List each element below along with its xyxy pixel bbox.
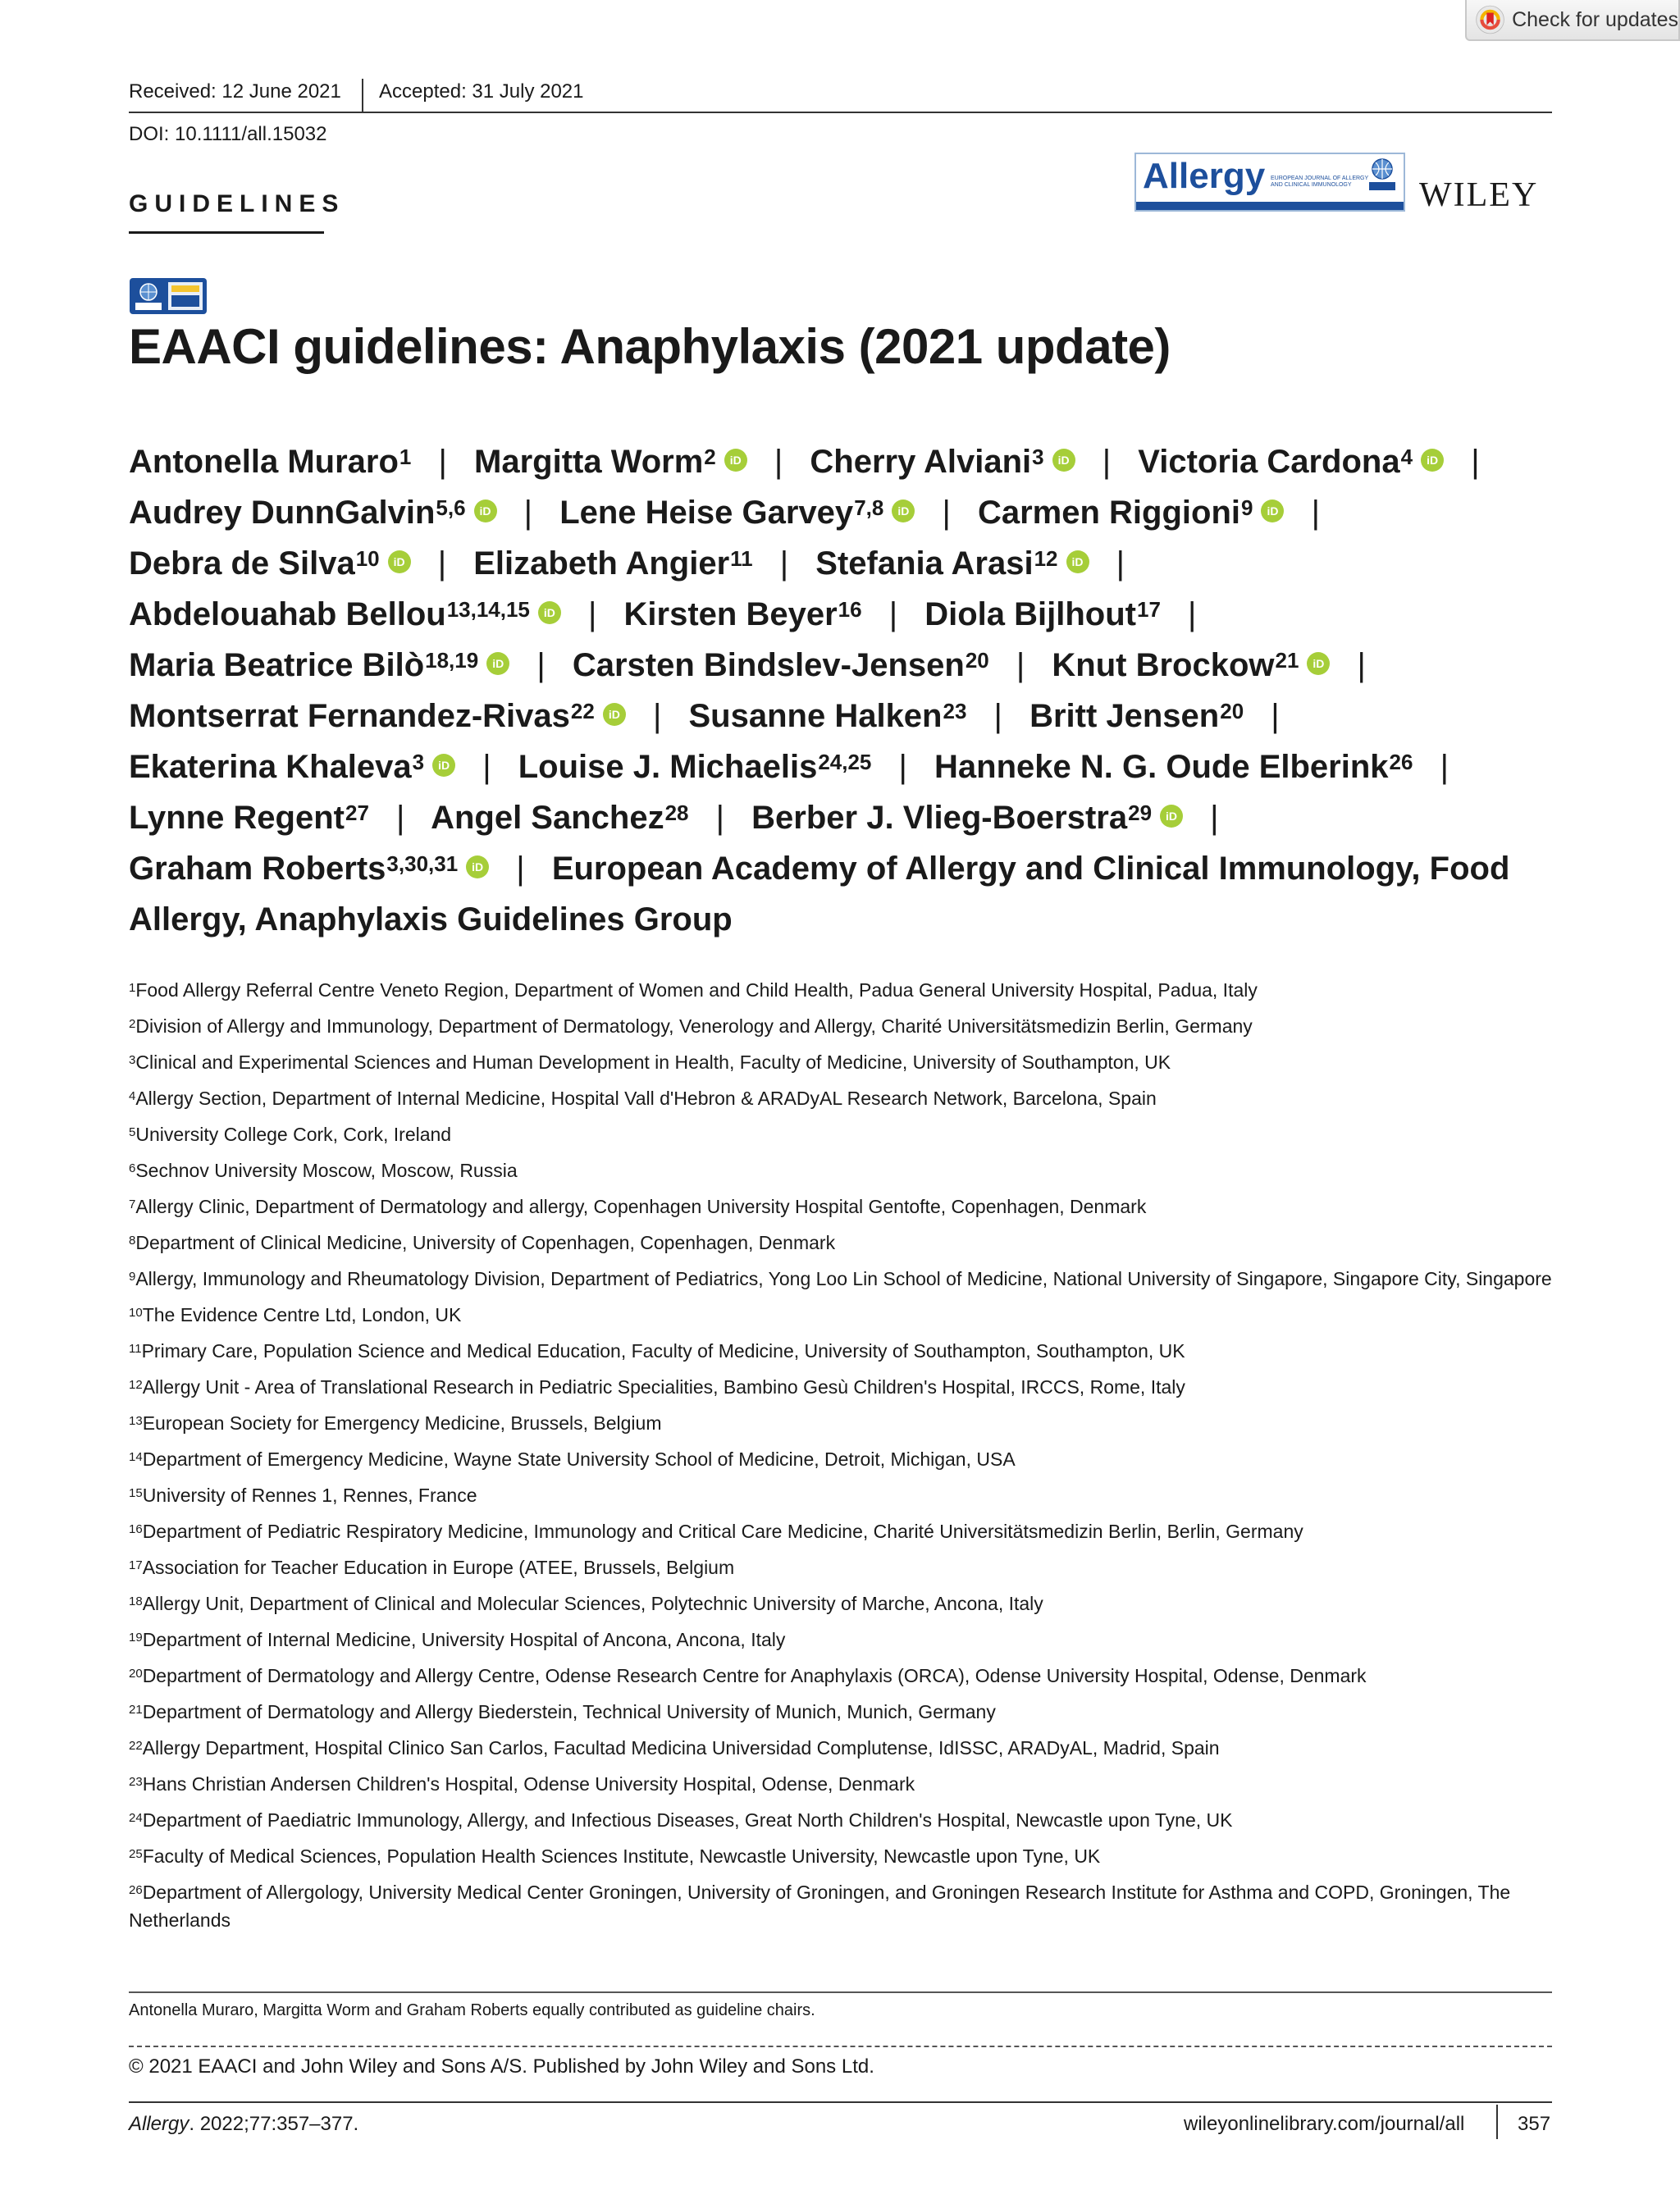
affiliation-text: Allergy Unit, Department of Clinical and Molecular Sciences, Polytechnic University of Marche, Ancona, Italy xyxy=(142,1593,1043,1614)
journal-logo-bar xyxy=(1136,202,1404,210)
affiliation-text: Department of Allergology, University Medical Center Groningen, University of Groningen, and Groningen Research Institute for Asthma and COPD, Groningen, The Netherlands xyxy=(129,1882,1511,1931)
journal-name: Allergy xyxy=(129,2113,189,2135)
author-name-text: Stefania Arasi xyxy=(815,545,1034,582)
affiliation-text: The Evidence Centre Ltd, London, UK xyxy=(142,1304,462,1325)
affiliation-item xyxy=(129,1842,1556,1870)
author-name[interactable] xyxy=(688,698,966,734)
author-name[interactable] xyxy=(129,545,411,582)
section-underline xyxy=(129,231,324,234)
author-separator: | xyxy=(1311,495,1320,531)
journal-logo-subtitle: EUROPEAN JOURNAL OF ALLERGY AND CLINICAL IMMUNOLOGY xyxy=(1271,176,1369,188)
author-name-text: Susanne Halken xyxy=(688,698,943,734)
author-name[interactable] xyxy=(474,444,747,480)
affiliation-number: 4 xyxy=(129,1089,136,1103)
author-name[interactable] xyxy=(129,596,561,632)
author-separator: | xyxy=(1210,800,1219,836)
author-name-text: Debra de Silva xyxy=(129,545,355,582)
author-name[interactable] xyxy=(129,749,455,785)
author-affiliation-sup: 22 xyxy=(570,699,595,723)
affiliation-item xyxy=(129,976,1556,1004)
author-separator: | xyxy=(774,444,783,480)
author-separator: | xyxy=(536,647,546,683)
affiliation-text: Department of Dermatology and Allergy Biederstein, Technical University of Munich, Munich, Germany xyxy=(142,1701,996,1722)
author-separator: | xyxy=(1188,596,1197,632)
footer-divider xyxy=(1496,2105,1498,2139)
author-name[interactable] xyxy=(129,495,497,531)
author-name[interactable] xyxy=(1052,647,1330,683)
author-name[interactable] xyxy=(473,545,752,582)
author-separator: | xyxy=(652,698,662,734)
affiliation-text: Sechnov University Moscow, Moscow, Russia xyxy=(135,1160,518,1181)
author-name[interactable] xyxy=(924,596,1161,632)
accepted-date: Accepted: 31 July 2021 xyxy=(379,80,584,103)
affiliation-item xyxy=(129,1878,1556,1934)
author-separator: | xyxy=(942,495,951,531)
orcid-icon[interactable]: iD xyxy=(1421,449,1444,472)
affiliation-number: 16 xyxy=(129,1522,143,1536)
affiliation-item xyxy=(129,1265,1556,1293)
check-updates-label: Check for updates xyxy=(1512,7,1678,31)
author-name-text: Hanneke N. G. Oude Elberink xyxy=(934,749,1389,785)
author-name-text: Victoria Cardona xyxy=(1138,444,1400,480)
affiliation-text: Association for Teacher Education in Europe (ATEE, Brussels, Belgium xyxy=(142,1557,735,1578)
author-name[interactable] xyxy=(810,444,1075,480)
author-name-text: Diola Bijlhout xyxy=(924,596,1136,632)
affiliation-number: 21 xyxy=(129,1703,143,1717)
author-name[interactable] xyxy=(1029,698,1244,734)
affiliation-number: 5 xyxy=(129,1125,136,1139)
author-name-text: Elizabeth Angier xyxy=(473,545,730,582)
author-affiliation-sup: 27 xyxy=(345,801,369,825)
orcid-icon[interactable]: iD xyxy=(1160,805,1183,828)
affiliation-item xyxy=(129,1734,1556,1762)
author-separator: | xyxy=(438,444,447,480)
author-name[interactable] xyxy=(624,596,862,632)
affiliation-item xyxy=(129,1337,1556,1365)
eaaci-guidelines-badge-icon xyxy=(129,277,208,315)
author-affiliation-sup: 12 xyxy=(1034,546,1058,571)
orcid-icon[interactable]: iD xyxy=(1066,550,1089,573)
author-affiliation-sup: 26 xyxy=(1389,750,1413,774)
affiliation-number: 14 xyxy=(129,1450,143,1464)
author-name[interactable] xyxy=(129,851,489,887)
affiliation-item xyxy=(129,1409,1556,1437)
author-affiliation-sup: 3 xyxy=(1032,445,1044,469)
author-affiliation-sup: 9 xyxy=(1241,495,1253,520)
affiliation-number: 22 xyxy=(129,1739,143,1753)
author-separator: | xyxy=(1016,647,1025,683)
author-separator: | xyxy=(1102,444,1112,480)
affiliation-number: 9 xyxy=(129,1270,136,1284)
author-affiliation-sup: 29 xyxy=(1128,801,1153,825)
orcid-icon[interactable]: iD xyxy=(1052,449,1075,472)
affiliation-text: Allergy Department, Hospital Clinico San Carlos, Facultad Medicina Universidad Complutense, IdISSC, ARADyAL, Madrid, Spain xyxy=(142,1737,1220,1759)
author-affiliation-sup: 20 xyxy=(965,648,989,673)
author-name[interactable] xyxy=(129,698,626,734)
author-name-text: Graham Roberts xyxy=(129,851,386,887)
group-author: European Academy of Allergy and Clinical Immunology, Food Allergy, Anaphylaxis Guidelines Group xyxy=(129,851,1510,937)
orcid-icon[interactable]: iD xyxy=(486,652,509,675)
author-name[interactable] xyxy=(1138,444,1444,480)
affiliation-text: Food Allergy Referral Centre Veneto Region, Department of Women and Child Health, Padua General University Hospital, Padua, Italy xyxy=(135,979,1258,1001)
affiliation-number: 25 xyxy=(129,1847,143,1861)
author-separator: | xyxy=(523,495,533,531)
affiliation-number: 3 xyxy=(129,1053,136,1067)
author-name-text: Kirsten Beyer xyxy=(623,596,838,632)
affiliation-number: 20 xyxy=(129,1667,143,1681)
affiliation-text: University of Rennes 1, Rennes, France xyxy=(142,1485,477,1506)
author-separator: | xyxy=(588,596,597,632)
affiliation-item xyxy=(129,1048,1556,1076)
affiliation-item xyxy=(129,1229,1556,1257)
journal-logo[interactable] xyxy=(1134,153,1405,212)
author-name-text: Montserrat Fernandez-Rivas xyxy=(129,698,570,734)
author-affiliation-sup: 4 xyxy=(1400,445,1413,469)
affiliation-item xyxy=(129,1626,1556,1654)
header-rule xyxy=(129,112,1552,113)
affiliation-number: 19 xyxy=(129,1631,143,1645)
affiliation-text: Clinical and Experimental Sciences and Human Development in Health, Faculty of Medicine, University of Southampton, UK xyxy=(135,1052,1171,1073)
affiliation-number: 23 xyxy=(129,1775,143,1789)
author-affiliation-sup: 17 xyxy=(1137,597,1161,622)
author-name[interactable] xyxy=(518,749,872,785)
affiliation-item xyxy=(129,1120,1556,1148)
affiliation-item xyxy=(129,1698,1556,1726)
affiliation-text: Allergy Unit - Area of Translational Research in Pediatric Specialities, Bambino Gesù Children's Hospital, IRCCS, Rome, Italy xyxy=(142,1376,1185,1398)
author-name[interactable] xyxy=(815,545,1089,582)
affiliation-item xyxy=(129,1301,1556,1329)
author-affiliation-sup: 18,19 xyxy=(425,648,479,673)
author-name[interactable] xyxy=(129,444,411,480)
author-affiliation-sup: 24,25 xyxy=(818,750,872,774)
author-separator: | xyxy=(516,851,525,887)
author-name-text: Carmen Riggioni xyxy=(977,495,1241,531)
author-name-text: Britt Jensen xyxy=(1029,698,1220,734)
author-name-text: Antonella Muraro xyxy=(129,444,399,480)
affiliation-text: Faculty of Medical Sciences, Population Health Sciences Institute, Newcastle University, Newcastle upon Tyne, UK xyxy=(142,1845,1101,1867)
affiliation-number: 24 xyxy=(129,1811,143,1825)
author-name[interactable] xyxy=(751,800,1183,836)
author-separator: | xyxy=(993,698,1002,734)
affiliation-text: University College Cork, Cork, Ireland xyxy=(135,1124,452,1145)
author-name-text: Louise J. Michaelis xyxy=(518,749,818,785)
orcid-icon[interactable]: iD xyxy=(538,601,561,624)
orcid-icon[interactable]: iD xyxy=(432,754,455,777)
author-list xyxy=(129,436,1556,945)
author-name-text: Audrey DunnGalvin xyxy=(129,495,436,531)
affiliation-item xyxy=(129,1156,1556,1184)
affiliation-item xyxy=(129,1553,1556,1581)
eaaci-globe-icon xyxy=(1364,156,1400,195)
journal-citation xyxy=(129,2113,358,2136)
affiliation-number: 15 xyxy=(129,1486,143,1500)
affiliation-number: 1 xyxy=(129,981,136,995)
affiliation-number: 10 xyxy=(129,1306,143,1320)
affiliation-item xyxy=(129,1662,1556,1690)
journal-url-link[interactable]: wileyonlinelibrary.com/journal/all xyxy=(1184,2113,1465,2135)
affiliation-item xyxy=(129,1517,1556,1545)
affiliation-number: 2 xyxy=(129,1017,136,1031)
author-name-text: Angel Sanchez xyxy=(431,800,664,836)
affiliation-number: 13 xyxy=(129,1414,143,1428)
affiliation-text: Department of Dermatology and Allergy Centre, Odense Research Centre for Anaphylaxis (ORCA), Odense University Hospital, Odense, Denmark xyxy=(142,1665,1367,1686)
author-name-text: Lene Heise Garvey xyxy=(559,495,854,531)
affiliation-item xyxy=(129,1373,1556,1401)
author-name[interactable] xyxy=(934,749,1413,785)
author-name[interactable] xyxy=(559,495,915,531)
author-separator: | xyxy=(1271,698,1280,734)
affiliation-number: 12 xyxy=(129,1378,143,1392)
affiliation-text: Department of Clinical Medicine, University of Copenhagen, Copenhagen, Denmark xyxy=(135,1232,836,1253)
affiliation-item xyxy=(129,1590,1556,1617)
author-separator: | xyxy=(437,545,447,582)
author-name-text: Cherry Alviani xyxy=(810,444,1032,480)
author-affiliation-sup: 13,14,15 xyxy=(446,597,530,622)
affiliation-list xyxy=(129,976,1556,1942)
author-affiliation-sup: 20 xyxy=(1220,699,1244,723)
author-name-text: Abdelouahab Bellou xyxy=(129,596,446,632)
section-label: GUIDELINES xyxy=(129,190,345,217)
author-name-text: Margitta Worm xyxy=(474,444,704,480)
copyright-notice: © 2021 EAACI and John Wiley and Sons A/S. Published by John Wiley and Sons Ltd. xyxy=(129,2055,874,2078)
author-name[interactable] xyxy=(431,800,688,836)
affiliation-text: Allergy Section, Department of Internal Medicine, Hospital Vall d'Hebron & ARADyAL Research Network, Barcelona, Spain xyxy=(135,1088,1157,1109)
affiliation-text: Allergy, Immunology and Rheumatology Division, Department of Pediatrics, Yong Loo Lin School of Medicine, National University of Singapore, Singapore City, Singapore xyxy=(135,1268,1552,1289)
affiliation-text: Department of Internal Medicine, University Hospital of Ancona, Ancona, Italy xyxy=(142,1629,786,1650)
affiliation-item xyxy=(129,1481,1556,1509)
affiliation-text: Division of Allergy and Immunology, Department of Dermatology, Venerology and Allergy, Charité Universitätsmedizin Berlin, Germany xyxy=(135,1015,1253,1037)
author-separator: | xyxy=(1471,444,1480,480)
affiliation-item xyxy=(129,1193,1556,1220)
copyright-divider xyxy=(129,2046,1552,2047)
author-affiliation-sup: 28 xyxy=(664,801,689,825)
author-affiliation-sup: 7,8 xyxy=(854,495,884,520)
check-for-updates-button[interactable] xyxy=(1465,0,1680,41)
author-affiliation-sup: 11 xyxy=(730,546,753,571)
author-separator: | xyxy=(1357,647,1366,683)
author-name[interactable] xyxy=(129,647,509,683)
author-separator: | xyxy=(898,749,907,785)
author-affiliation-sup: 1 xyxy=(399,445,412,469)
author-name[interactable] xyxy=(978,495,1285,531)
author-separator: | xyxy=(396,800,405,836)
author-name-text: Ekaterina Khaleva xyxy=(129,749,412,785)
affiliation-number: 7 xyxy=(129,1198,136,1211)
orcid-icon[interactable]: iD xyxy=(474,500,497,522)
affiliation-text: Allergy Clinic, Department of Dermatology and allergy, Copenhagen University Hospital Gentofte, Copenhagen, Denmark xyxy=(135,1196,1147,1217)
equal-contribution-note: Antonella Muraro, Margitta Worm and Graham Roberts equally contributed as guideline chairs. xyxy=(129,2001,815,2019)
author-affiliation-sup: 16 xyxy=(838,597,862,622)
affiliation-text: Department of Paediatric Immunology, Allergy, and Infectious Diseases, Great North Children's Hospital, Newcastle upon Tyne, UK xyxy=(142,1809,1233,1831)
author-affiliation-sup: 21 xyxy=(1275,648,1299,673)
author-affiliation-sup: 3,30,31 xyxy=(386,851,459,876)
affiliation-text: Primary Care, Population Science and Medical Education, Faculty of Medicine, University of Southampton, Southampton, UK xyxy=(141,1340,1185,1362)
affiliation-text: Department of Emergency Medicine, Wayne State University School of Medicine, Detroit, Michigan, USA xyxy=(142,1448,1016,1470)
affiliation-number: 11 xyxy=(129,1342,142,1356)
affiliation-number: 6 xyxy=(129,1161,136,1175)
page-number: 357 xyxy=(1518,2113,1551,2135)
received-date: Received: 12 June 2021 xyxy=(129,80,341,103)
doi[interactable]: DOI: 10.1111/all.15032 xyxy=(129,123,327,145)
author-name-text: Lynne Regent xyxy=(129,800,345,836)
affiliation-text: Hans Christian Andersen Children's Hospital, Odense University Hospital, Odense, Denmark xyxy=(142,1773,915,1795)
orcid-icon[interactable]: iD xyxy=(1307,652,1330,675)
affiliation-number: 17 xyxy=(129,1558,143,1572)
author-affiliation-sup: 23 xyxy=(943,699,967,723)
author-separator: | xyxy=(1116,545,1125,582)
author-affiliation-sup: 2 xyxy=(704,445,716,469)
affiliation-item xyxy=(129,1806,1556,1834)
author-separator: | xyxy=(888,596,898,632)
author-separator: | xyxy=(715,800,725,836)
author-name-text: Maria Beatrice Bilò xyxy=(129,647,425,683)
journal-logo-name: Allergy xyxy=(1143,156,1266,196)
affiliation-text: European Society for Emergency Medicine, Brussels, Belgium xyxy=(142,1412,662,1434)
citation-details: . 2022;77:357–377. xyxy=(189,2113,359,2135)
check-updates-icon xyxy=(1475,2,1505,38)
affiliation-item xyxy=(129,1012,1556,1040)
author-affiliation-sup: 5,6 xyxy=(436,495,466,520)
orcid-icon[interactable]: iD xyxy=(466,855,489,878)
author-name[interactable] xyxy=(129,800,369,836)
orcid-icon[interactable]: iD xyxy=(603,703,626,726)
article-title: EAACI guidelines: Anaphylaxis (2021 update) xyxy=(129,319,1171,374)
author-name[interactable] xyxy=(573,647,989,683)
author-name-text: Knut Brockow xyxy=(1052,647,1275,683)
author-name-text: Berber J. Vlieg-Boerstra xyxy=(751,800,1128,836)
author-affiliation-sup: 10 xyxy=(355,546,380,571)
affiliation-number: 26 xyxy=(129,1883,143,1897)
orcid-icon[interactable]: iD xyxy=(388,550,411,573)
author-separator: | xyxy=(779,545,789,582)
footer-rule xyxy=(129,2101,1552,2103)
orcid-icon[interactable]: iD xyxy=(1261,500,1284,522)
orcid-icon[interactable]: iD xyxy=(724,449,747,472)
affiliation-item xyxy=(129,1084,1556,1112)
author-name-text: Carsten Bindslev-Jensen xyxy=(572,647,965,683)
affiliation-number: 18 xyxy=(129,1594,143,1608)
footnote-rule xyxy=(129,1991,1552,1993)
orcid-icon[interactable]: iD xyxy=(892,500,915,522)
affiliation-item xyxy=(129,1445,1556,1473)
meta-divider xyxy=(362,79,363,113)
author-separator: | xyxy=(482,749,491,785)
author-separator: | xyxy=(1440,749,1449,785)
author-affiliation-sup: 3 xyxy=(412,750,425,774)
affiliation-item xyxy=(129,1770,1556,1798)
affiliation-text: Department of Pediatric Respiratory Medicine, Immunology and Critical Care Medicine, Charité Universitätsmedizin Berlin, Berlin, Germany xyxy=(142,1521,1303,1542)
publisher-logo[interactable]: WILEY xyxy=(1419,176,1539,214)
affiliation-number: 8 xyxy=(129,1234,136,1248)
